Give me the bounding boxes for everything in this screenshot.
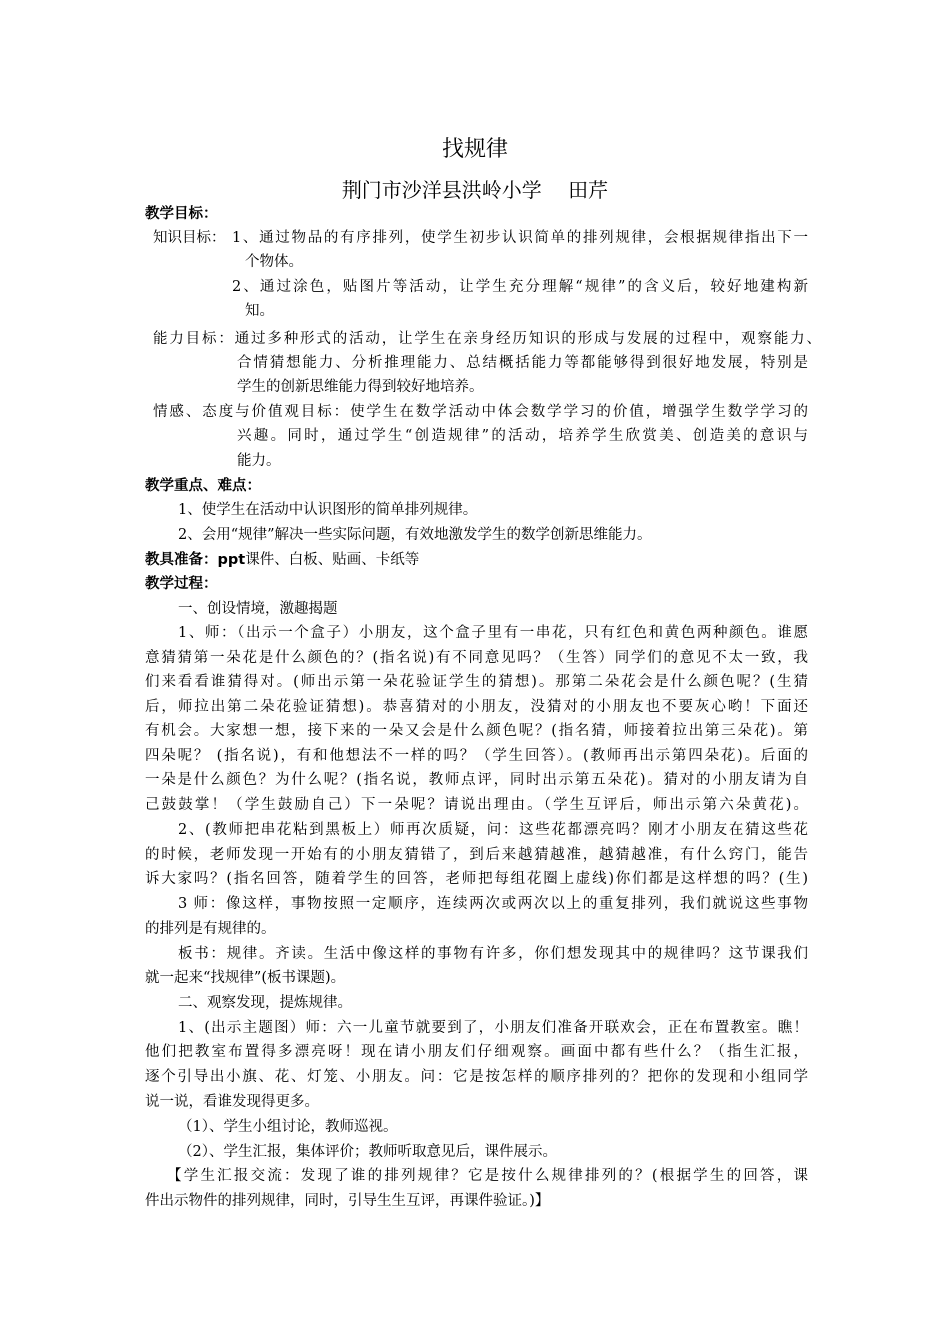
section-1-heading: 一、创设情境，激趣揭题 bbox=[178, 601, 338, 617]
key-point-1: 1、使学生在活动中认识图形的简单排列规律。 bbox=[178, 502, 478, 518]
emotion-objective-a: 情感、态度与价值观目标：使学生在数学活动中体会数学学习的价值，增强学生数学学习的 bbox=[153, 404, 808, 420]
materials-text: 课件、白板、贴画、卡纸等 bbox=[245, 552, 420, 568]
paragraph-1-line: 有机会。大家想一想，接下来的一朵又会是什么颜色呢？(指名猜，师接着拉出第三朵花)。第 bbox=[145, 723, 808, 739]
paragraph-2-line: 的时候，老师发现一开始有的小朋友猜错了，到后来越猜越准，越猜越准，有什么窍门，能告 bbox=[145, 847, 808, 863]
step-1: （1）、学生小组讨论，教师巡视。 bbox=[178, 1119, 398, 1135]
paragraph-5-line: 说一说，看谁发现得更多。 bbox=[145, 1094, 319, 1110]
knowledge-objective-2b: 知。 bbox=[245, 303, 274, 319]
key-point-2: 2、会用“规律”解决一些实际问题，有效地激发学生的数学创新思维能力。 bbox=[178, 527, 652, 543]
objectives-heading: 教学目标： bbox=[145, 206, 218, 222]
emotion-objective-c: 能力。 bbox=[237, 453, 281, 469]
step-2: （2）、学生汇报，集体评价；教师听取意见后，课件展示。 bbox=[178, 1144, 557, 1160]
knowledge-label: 知识目标： bbox=[153, 230, 226, 246]
paragraph-1-line: 己鼓鼓掌！（学生鼓励自己）下一朵呢？请说出理由。（学生互评后，师出示第六朵黄花)。 bbox=[145, 797, 808, 813]
knowledge-objective-2a: 2、通过涂色，贴图片等活动，让学生充分理解“规律”的含义后，较好地建构新 bbox=[232, 279, 808, 295]
materials-ppt: ppt bbox=[217, 552, 246, 568]
paragraph-1-line: 一朵是什么颜色？为什么呢？(指名说，教师点评，同时出示第五朵花)。猜对的小朋友请为自 bbox=[145, 772, 808, 788]
key-points-heading: 教学重点、难点： bbox=[145, 478, 261, 494]
paragraph-6-line: 【学生汇报交流：发现了谁的排列规律？它是按什么规律排列的？(根据学生的回答，课 bbox=[167, 1168, 808, 1184]
knowledge-objective-1b: 个物体。 bbox=[245, 254, 303, 270]
emotion-objective-b: 兴趣。同时，通过学生“创造规律”的活动，培养学生欣赏美、创造美的意识与 bbox=[237, 428, 808, 444]
paragraph-2-line: 诉大家吗？(指名回答，随着学生的回答，老师把每组花圈上虚线)你们都是这样想的吗？(生) bbox=[145, 871, 808, 887]
section-2-heading: 二、观察发现，提炼规律。 bbox=[178, 995, 352, 1011]
author-line: 荆门市沙洋县洪岭小学 田芹 bbox=[341, 178, 609, 202]
paragraph-6-line: 件出示物件的排列规律，同时，引导生生互评，再课件验证。)】 bbox=[145, 1193, 550, 1209]
knowledge-objective-1a: 1、通过物品的有序排列，使学生初步认识简单的排列规律，会根据规律指出下一 bbox=[232, 230, 808, 246]
materials-heading: 教具准备： bbox=[145, 552, 218, 568]
process-heading: 教学过程： bbox=[145, 576, 218, 592]
paragraph-5-line: 逐个引导出小旗、花、灯笼、小朋友。问：它是按怎样的顺序排列的？把你的发现和小组同学 bbox=[145, 1069, 808, 1085]
paragraph-1-line: 们来看看谁猜得对。(师出示第一朵花验证学生的猜想)。那第二朵花会是什么颜色呢？(生猜 bbox=[145, 674, 808, 690]
paragraph-4-line: 就一起来“找规律”(板书课题)。 bbox=[145, 970, 346, 986]
ability-objective-b: 合情猜想能力、分析推理能力、总结概括能力等都能够得到很好地发展，特别是 bbox=[237, 355, 808, 371]
paragraph-1-line: 1、师：（出示一个盒子）小朋友，这个盒子里有一串花，只有红色和黄色两种颜色。谁愿 bbox=[178, 625, 808, 641]
paragraph-1-line: 后，师拉出第二朵花验证猜想)。恭喜猜对的小朋友，没猜对的小朋友也不要灰心哟！下面还 bbox=[145, 699, 808, 715]
paragraph-5-line: 他们把教室布置得多漂亮呀！现在请小朋友们仔细观察。画面中都有些什么？（指生汇报， bbox=[145, 1044, 808, 1060]
document-title: 找规律 bbox=[441, 137, 508, 162]
paragraph-3-line: 3 师：像这样，事物按照一定顺序，连续两次或两次以上的重复排列，我们就说这些事物 bbox=[178, 896, 808, 912]
paragraph-5-line: 1、(出示主题图）师：六一儿童节就要到了，小朋友们准备开联欢会，正在布置教室。瞧！ bbox=[178, 1020, 808, 1036]
paragraph-3-line: 的排列是有规律的。 bbox=[145, 921, 276, 937]
paragraph-1-line: 四朵呢？ (指名说)，有和他想法不一样的吗？（学生回答）。(教师再出示第四朵花)。后面的 bbox=[145, 748, 808, 764]
paragraph-4-line: 板书：规律。齐读。生活中像这样的事物有许多，你们想发现其中的规律吗？这节课我们 bbox=[178, 946, 808, 962]
paragraph-2-line: 2、(教师把串花粘到黑板上）师再次质疑，问：这些花都漂亮吗？刚才小朋友在猜这些花 bbox=[178, 822, 808, 838]
materials-line bbox=[145, 550, 419, 570]
ability-objective-a: 能力目标：通过多种形式的活动，让学生在亲身经历知识的形成与发展的过程中，观察能力、 bbox=[153, 331, 821, 347]
ability-objective-c: 学生的创新思维能力得到较好地培养。 bbox=[237, 379, 484, 395]
paragraph-1-line: 意猜猜第一朵花是什么颜色的？(指名说)有不同意见吗？（生答）同学们的意见不太一致，我 bbox=[145, 650, 808, 666]
